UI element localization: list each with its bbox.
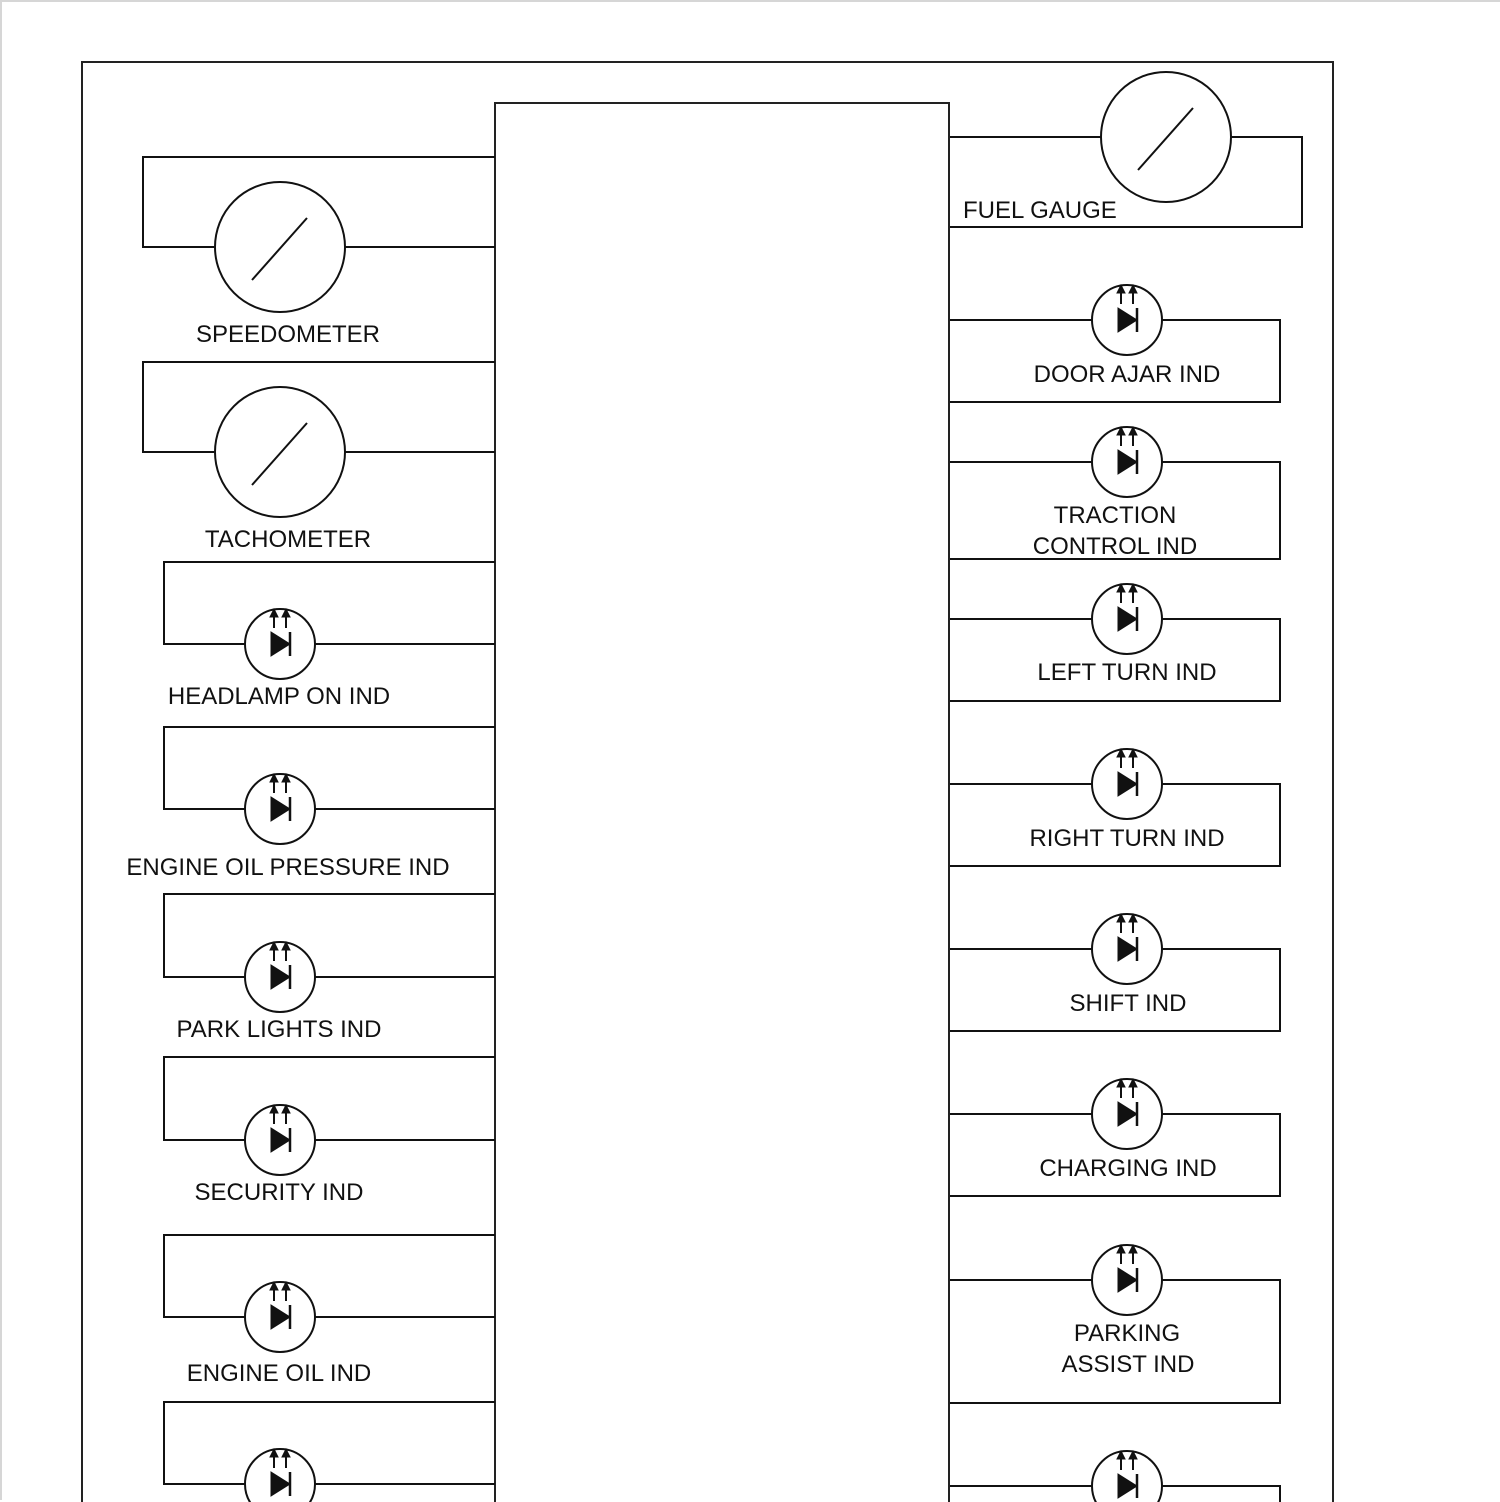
led-icon (1092, 1245, 1162, 1315)
traction-control-ind-circuit (950, 427, 1280, 560)
gauge-icon (1101, 72, 1231, 202)
charging-ind-circuit (950, 1079, 1280, 1196)
led-icon (245, 1282, 315, 1352)
led-icon (245, 609, 315, 679)
led-icon (245, 1105, 315, 1175)
right-turn-ind-circuit (950, 749, 1280, 866)
door-ajar-ind-label: DOOR AJAR IND (1033, 361, 1221, 388)
tachometer-label: TACHOMETER (204, 526, 372, 553)
charging-ind-label: CHARGING IND (1039, 1155, 1217, 1182)
led-icon (1092, 285, 1162, 355)
speedometer-label: SPEEDOMETER (195, 321, 381, 348)
led-icon (1092, 1079, 1162, 1149)
parking-assist-ind-circuit (950, 1245, 1280, 1403)
headlamp-on-ind-label: HEADLAMP ON IND (167, 683, 391, 710)
led-icon (245, 774, 315, 844)
engine-oil-ind-label: ENGINE OIL IND (186, 1360, 372, 1387)
engine-oil-pressure-ind-circuit (126, 727, 495, 881)
parking-assist-ind-label-line1: PARKING (1073, 1320, 1181, 1347)
park-lights-ind-label: PARK LIGHTS IND (176, 1016, 382, 1043)
speedometer-circuit (143, 157, 495, 348)
security-ind-label: SECURITY IND (194, 1179, 364, 1206)
engine-oil-ind-circuit (164, 1235, 495, 1387)
door-ajar-ind-circuit (950, 285, 1280, 402)
gauge-icon (215, 387, 345, 517)
left-turn-ind-label: LEFT TURN IND (1037, 659, 1217, 686)
shift-ind-circuit (950, 914, 1280, 1031)
shift-ind-label: SHIFT IND (1069, 990, 1187, 1017)
led-icon (1092, 584, 1162, 654)
led-icon (245, 942, 315, 1012)
led-icon (1092, 1451, 1162, 1502)
fuel-gauge-circuit (950, 72, 1302, 227)
engine-oil-pressure-ind-label: ENGINE OIL PRESSURE IND (126, 854, 450, 881)
gauge-icon (215, 182, 345, 312)
security-ind-circuit (164, 1057, 495, 1206)
cluster-module-box (495, 103, 949, 1502)
headlamp-on-ind-circuit (164, 562, 495, 710)
traction-control-ind-label-line1: TRACTION (1053, 502, 1177, 529)
park-lights-ind-circuit (164, 894, 495, 1043)
right-turn-ind-label: RIGHT TURN IND (1029, 825, 1225, 852)
left-indicator-circuit-6 (164, 1402, 495, 1502)
fuel-gauge-label: FUEL GAUGE (963, 197, 1117, 224)
led-icon (245, 1449, 315, 1502)
led-icon (1092, 427, 1162, 497)
led-icon (1092, 914, 1162, 984)
tachometer-circuit (143, 362, 495, 553)
parking-assist-ind-label-line2: ASSIST IND (1061, 1351, 1195, 1378)
left-turn-ind-circuit (950, 584, 1280, 701)
traction-control-ind-label-line2: CONTROL IND (1032, 533, 1198, 560)
led-icon (1092, 749, 1162, 819)
right-indicator-circuit-8 (950, 1451, 1280, 1502)
